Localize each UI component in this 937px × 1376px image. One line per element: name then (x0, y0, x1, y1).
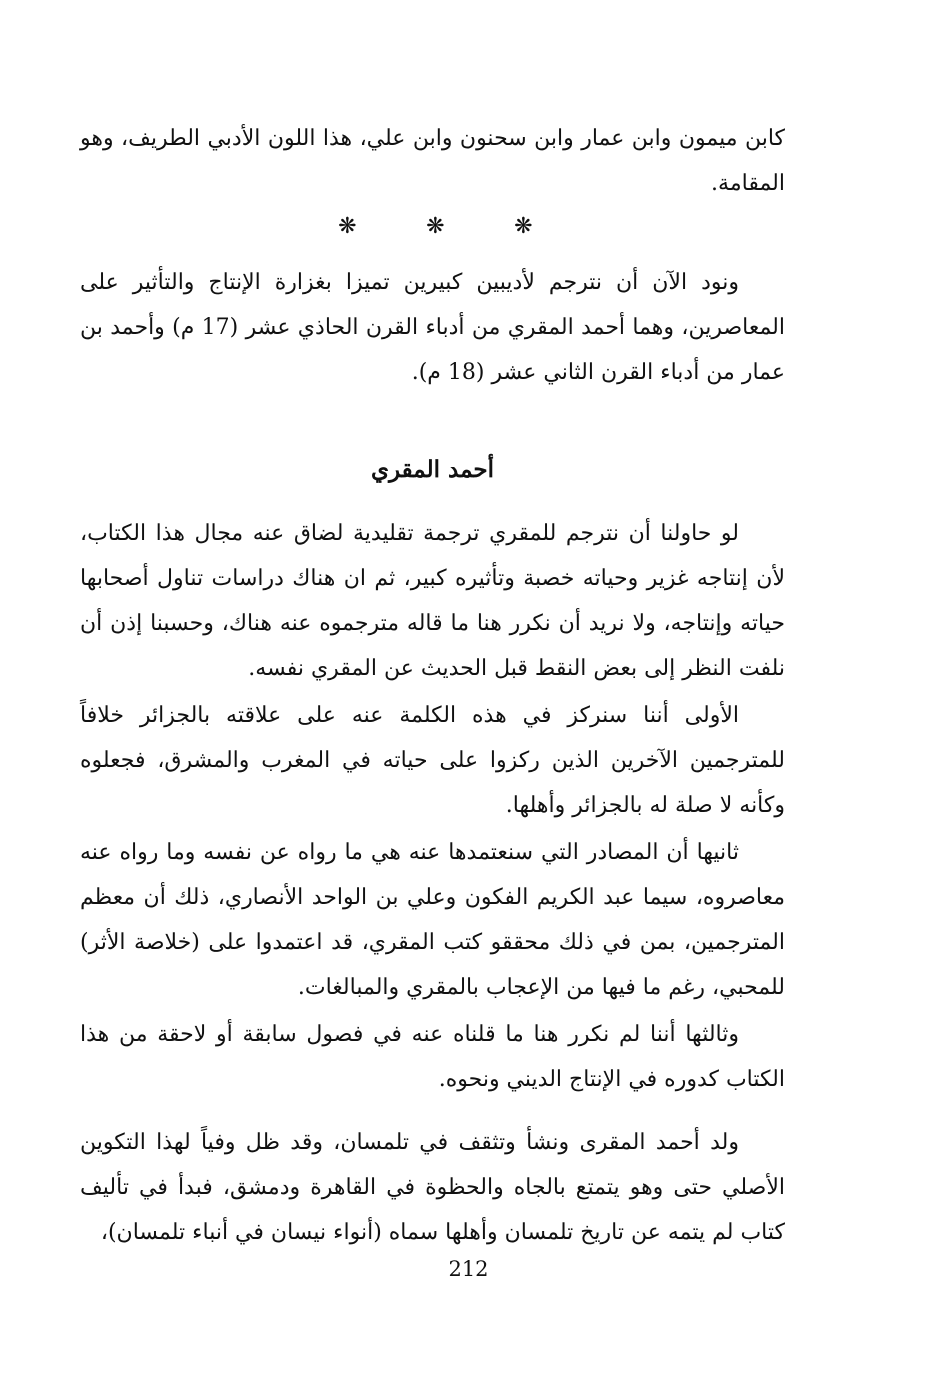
announcement-paragraph: ونود الآن أن نترجم لأديبين كبيرين تميزا بغزارة الإنتاج والتأثير على المعاصرين، وهما أحمد المقري من أدباء القرن الحاذي عشر (17 م) وأحمد بن عمار من أدباء القرن الثاني عشر (18 م). (80, 270, 785, 385)
body-paragraph-2: الأولى أننا سنركز في هذه الكلمة عنه على علاقته بالجزائر خلافاً للمترجمين الآخرين الذين ركزوا على حياته في المغرب والمشرق، فجعلوه وكأنه لا صلة له بالجزائر وأهلها. (80, 703, 785, 818)
body-paragraph-5: ولد أحمد المقرى ونشأ وتثقف في تلمسان، وقد ظل وفياً لهذا التكوين الأصلي حتى وهو يتمتع بالجاه والحظوة في القاهرة ودمشق، فبدأ في تأليف كتاب لم يتمه عن تاريخ تلمسان وأهلها سماه (أنواء نيسان في أنباء تلمسان)، (80, 1130, 785, 1245)
body-paragraph-4: وثالثها أننا لم نكرر هنا ما قلناه عنه في فصول سابقة أو لاحقة من هذا الكتاب كدوره في الإنتاج الديني ونحوه. (80, 1022, 785, 1092)
body-paragraph-1: لو حاولنا أن نترجم للمقري ترجمة تقليدية لضاق عنه مجال هذا الكتاب، لأن إنتاجه غزير وحياته خصبة وتأثيره كبير، ثم ان هناك دراسات تناول أصحابها حياته وإنتاجه، ولا نريد أن نكرر هنا ما قاله مترجموه عنه هناك، وحسبنا إذن أن نلفت النظر إلى بعض النقط قبل الحديث عن المقري نفسه. (80, 521, 785, 681)
separator-asterisk-icon: ❋ (338, 214, 357, 239)
body-paragraph-3: ثانيها أن المصادر التي سنعتمدها عنه هي ما رواه عن نفسه وما رواه عنه معاصروه، سيما عبد الكريم الفكون وعلي بن الواحد الأنصاري، ذلك أن معظم المترجمين، بمن في ذلك محققو كتب المقري، قد اعتمدوا على (خلاصة الأثر) للمحبي، رغم ما فيها من الإعجاب بالمقري والمبالغات. (80, 840, 785, 1000)
separator-asterisk-icon: ❋ (426, 214, 445, 239)
section-separator (333, 210, 533, 244)
section-heading: أحمد المقري (370, 456, 494, 483)
page-body (80, 116, 785, 1255)
page-number: 212 (448, 1257, 489, 1281)
intro-paragraph: كابن ميمون وابن عمار وابن سحنون وابن علي، هذا اللون الأدبي الطريف، وهو المقامة. (80, 126, 785, 196)
separator-asterisk-icon: ❋ (514, 214, 533, 239)
